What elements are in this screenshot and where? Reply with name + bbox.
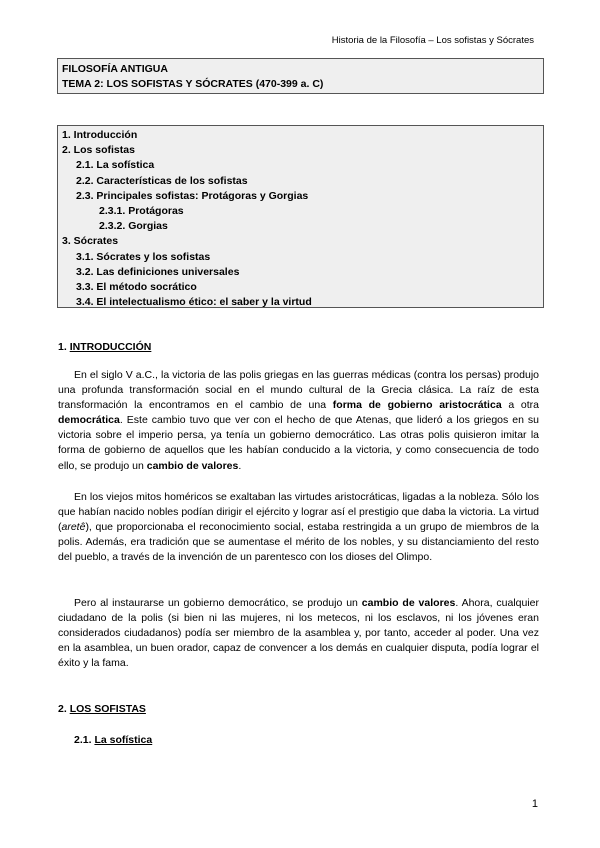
toc-item: 2. Los sofistas xyxy=(62,144,135,157)
table-of-contents xyxy=(57,125,544,308)
running-header: Historia de la Filosofía – Los sofistas y Sócrates xyxy=(331,35,534,46)
page-number: 1 xyxy=(531,798,538,810)
subsection-2-1-title: La sofística xyxy=(94,734,153,746)
text-run: . xyxy=(238,459,242,472)
paragraph-3 xyxy=(58,596,539,671)
section-1-heading xyxy=(58,341,151,353)
subsection-2-1-heading xyxy=(74,734,152,746)
toc-item: 2.1. La sofística xyxy=(76,159,155,172)
paragraph-2 xyxy=(58,490,539,565)
bold-term: forma de gobierno aristocrática xyxy=(332,399,502,412)
text-run: ), que proporcionaba el reconocimiento social, estaba restringida a un grupo de miembros de la polis. Además, era tradición que se aumentase el mérito de los nobles, y su distanciamiento del resto del pueblo, a través de la invención de un parentesco con los dioses del Olimpo. xyxy=(58,521,539,564)
toc-item: 3.1. Sócrates y los sofistas xyxy=(76,250,211,263)
text-run: En los viejos mitos homéricos se exaltaban las virtudes aristocráticas, ligadas a la nobleza. Sólo los que habían nacido nobles podían dirigir el ejército y lograr así el prestigio que daba la victoria. La virtud ( xyxy=(58,491,539,534)
italic-term: aretê xyxy=(61,521,86,534)
text-run: . Este cambio tuvo que ver con el hecho de que Atenas, que lideró a los griegos en su victoria sobre el imperio persa, ya tenía un gobierno democrático. Las otras polis quisieron imitar la forma de gobierno de aquellos que les habían conducido a la victoria, y como consecuencia de todo ello, se produjo un xyxy=(58,414,539,472)
subsection-2-1-number: 2.1. xyxy=(74,734,95,746)
paragraph-1 xyxy=(58,368,539,474)
section-2-title: LOS SOFISTAS xyxy=(69,703,146,715)
toc-item: 3.2. Las definiciones universales xyxy=(76,265,240,278)
title-box xyxy=(57,58,544,94)
text-run: Pero al instaurarse un gobierno democrático, se produjo un xyxy=(74,597,362,609)
toc-item: 2.3.2. Gorgias xyxy=(99,220,168,233)
section-1-title: INTRODUCCIÓN xyxy=(69,341,152,353)
toc-item: 1. Introducción xyxy=(62,129,138,141)
text-run: a otra xyxy=(501,399,539,412)
topic-title: TEMA 2: LOS SOFISTAS Y SÓCRATES (470-399 a. C) xyxy=(62,78,324,90)
toc-item: 2.3.1. Protágoras xyxy=(99,204,184,217)
section-2-heading xyxy=(58,703,146,715)
bold-term: democrática xyxy=(58,414,120,427)
course-title: FILOSOFÍA ANTIGUA xyxy=(62,63,168,75)
bold-term: cambio de valores xyxy=(146,459,239,472)
section-1-number: 1. xyxy=(58,341,70,353)
toc-item: 2.2. Características de los sofistas xyxy=(76,174,248,187)
toc-item: 2.3. Principales sofistas: Protágoras y Gorgias xyxy=(76,189,309,202)
text-run: . Ahora, cualquier ciudadano de la polis (si bien ni las mujeres, ni los metecos, ni los esclavos, ni los jóvenes eran considerados ciudadanos) podía ser miembro de la asamblea y, por tanto, acceder al poder. Una vez en la asamblea, un buen orador, capaz de convencer a los demás en cualquier disputa, podía lograr el éxito y la fama. xyxy=(58,597,540,670)
toc-item: 3. Sócrates xyxy=(62,235,119,248)
bold-term: cambio de valores xyxy=(361,597,456,609)
toc-item: 3.3. El método socrático xyxy=(76,280,197,293)
section-2-number: 2. xyxy=(58,703,70,715)
toc-item: 3.4. El intelectualismo ético: el saber y la virtud xyxy=(76,296,312,309)
text-run: En el siglo V a.C., la victoria de las polis griegas en las guerras médicas (contra los persas) produjo una profunda transformación social en el mundo cultural de la Grecia clásica. La raíz de esta transformación la encontramos en el cambio de una xyxy=(58,369,539,412)
